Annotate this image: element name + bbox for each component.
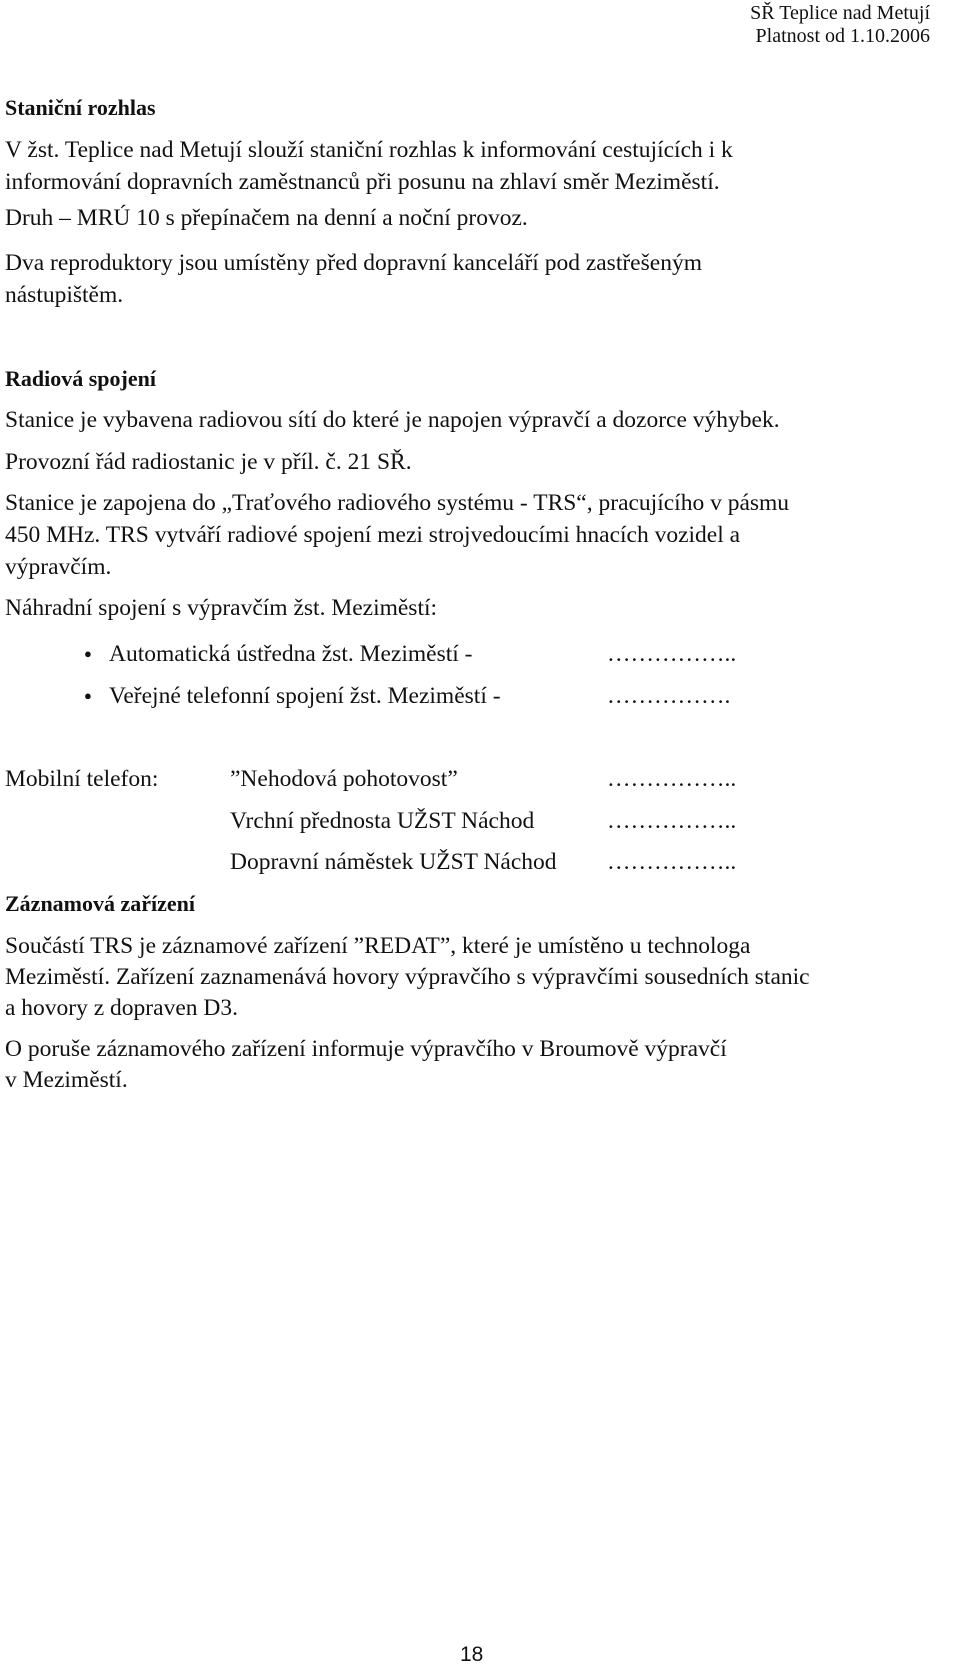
contact-name: Vrchní přednosta UŽST Náchod: [230, 808, 535, 834]
paragraph-line: V žst. Teplice nad Metují slouží staniční rozhlas k informování cestujících i k: [5, 137, 733, 163]
bullet-label: Automatická ústředna žst. Meziměstí -: [109, 641, 473, 667]
paragraph-line: 450 MHz. TRS vytváří radiové spojení mezi strojvedoucími hnacích vozidel a: [5, 522, 741, 548]
contact-value: ……………..: [607, 808, 737, 834]
paragraph-line: a hovory z dopraven D3.: [5, 995, 238, 1021]
paragraph-line: Součástí TRS je záznamové zařízení ”REDAT”, které je umístěno u technologa: [5, 933, 751, 959]
paragraph-line: informování dopravních zaměstnanců při posunu na zhlaví směr Meziměstí.: [5, 169, 720, 195]
mobile-phone-label: Mobilní telefon:: [5, 766, 159, 792]
paragraph-line: v Meziměstí.: [5, 1067, 128, 1093]
contact-name: ”Nehodová pohotovost”: [230, 766, 458, 792]
contact-value: ……………..: [607, 766, 737, 792]
bullet-value: …………….: [607, 683, 731, 709]
paragraph-line: Stanice je zapojena do „Traťového radiového systému - TRS“, pracujícího v pásmu: [5, 490, 790, 516]
section-heading-zaznamova-zarizeni: Záznamová zařízení: [5, 891, 196, 916]
bullet-icon: ●: [84, 688, 92, 703]
paragraph-line: výpravčím.: [5, 554, 112, 580]
header-title: SŘ Teplice nad Metují: [750, 2, 930, 24]
header-validity: Platnost od 1.10.2006: [755, 25, 930, 47]
bullet-icon: ●: [84, 646, 92, 661]
paragraph-line: O poruše záznamového zařízení informuje výpravčího v Broumově výpravčí: [5, 1036, 727, 1062]
paragraph-line: Druh – MRÚ 10 s přepínačem na denní a noční provoz.: [5, 205, 528, 231]
paragraph-line: Provozní řád radiostanic je v příl. č. 21 SŘ.: [5, 449, 412, 475]
document-header: [750, 2, 930, 48]
paragraph-line: Stanice je vybavena radiovou sítí do které je napojen výpravčí a dozorce výhybek.: [5, 407, 780, 433]
paragraph-line: Dva reproduktory jsou umístěny před dopravní kanceláří pod zastřešeným: [5, 250, 702, 276]
paragraph-line: Meziměstí. Zařízení zaznamenává hovory výpravčího s výpravčími sousedních stanic: [5, 964, 810, 990]
bullet-value: ……………..: [607, 641, 737, 667]
bullet-label: Veřejné telefonní spojení žst. Meziměstí -: [109, 683, 501, 709]
paragraph-line: nástupištěm.: [5, 282, 124, 308]
contact-name: Dopravní náměstek UŽST Náchod: [230, 849, 557, 875]
section-heading-radiova-spojeni: Radiová spojení: [5, 366, 156, 391]
paragraph-line: Náhradní spojení s výpravčím žst. Meziměstí:: [5, 595, 438, 621]
contact-value: ……………..: [607, 849, 737, 875]
page-number: 18: [460, 1643, 484, 1666]
section-heading-stanicni-rozhlas: Staniční rozhlas: [5, 95, 156, 120]
